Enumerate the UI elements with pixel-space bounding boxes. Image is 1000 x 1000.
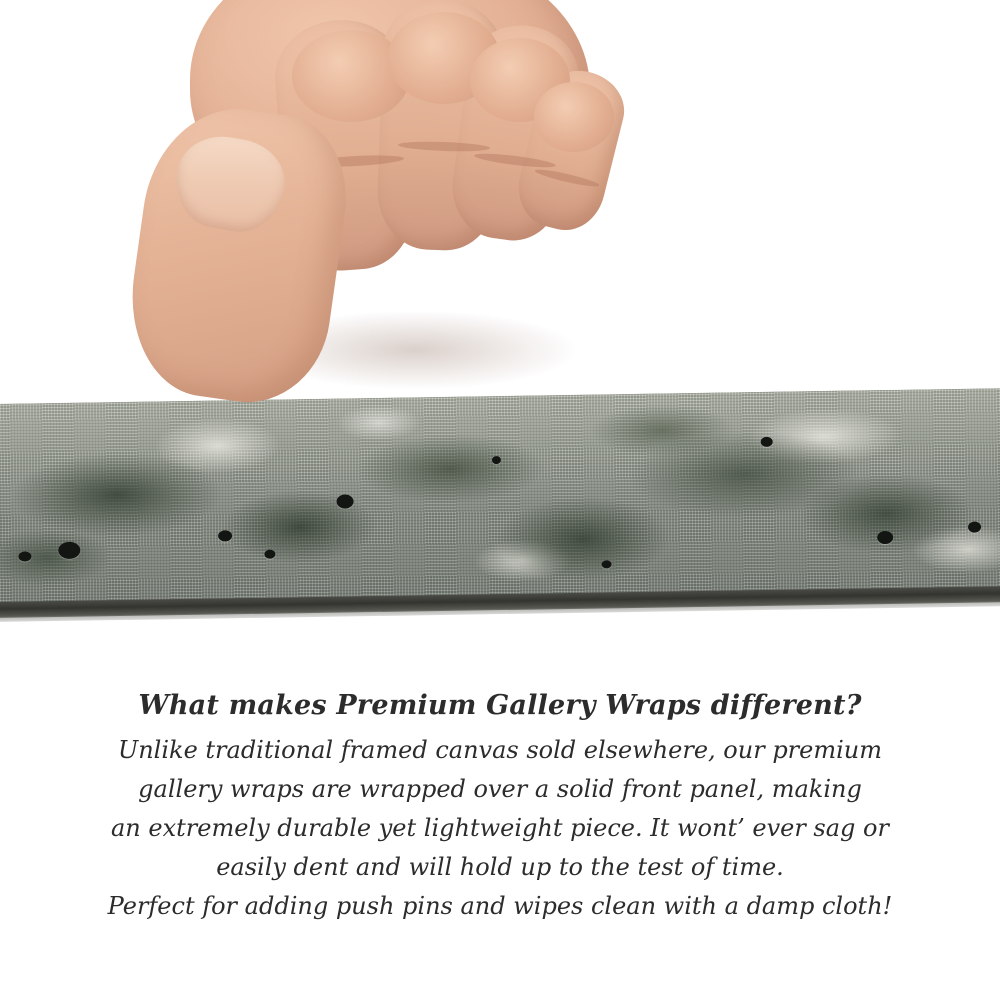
hand-pressing-on-canvas	[130, 0, 600, 420]
texture-pit	[18, 551, 31, 561]
texture-pit	[492, 456, 501, 464]
texture-pit	[58, 542, 80, 559]
texture-pit	[968, 522, 981, 533]
texture-pit	[218, 530, 232, 541]
caption-line-3: an extremely durable yet lightweight piece. It wont’ ever sag or	[111, 814, 889, 842]
texture-pit	[602, 560, 612, 568]
texture-pit	[264, 550, 275, 559]
gallery-wrap-canvas-edge	[0, 388, 1000, 622]
canvas-artwork-surface	[0, 388, 1000, 610]
caption-block	[0, 690, 1000, 926]
texture-pit	[877, 531, 893, 544]
texture-pit	[336, 494, 353, 508]
caption-line-2: gallery wraps are wrapped over a solid front panel, making	[138, 775, 862, 803]
caption-line-1: Unlike traditional framed canvas sold elsewhere, our premium	[117, 736, 882, 764]
knuckle	[534, 82, 614, 152]
caption-line-4: easily dent and will hold up to the test of time.	[216, 853, 784, 881]
caption-line-5: Perfect for adding push pins and wipes clean with a damp cloth!	[107, 892, 893, 920]
caption-title: What makes Premium Gallery Wraps different?	[138, 690, 862, 721]
texture-pit	[761, 437, 773, 447]
